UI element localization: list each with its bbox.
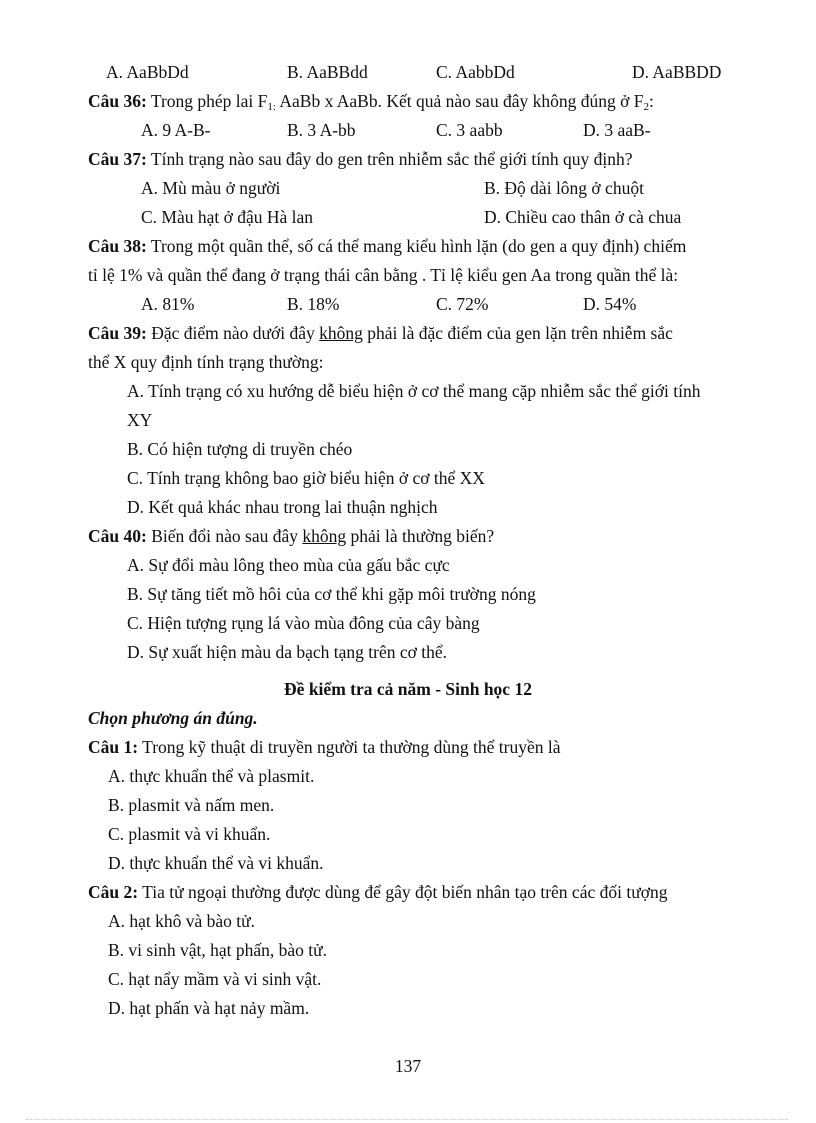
q40-text-b: phải là thường biến?: [346, 526, 495, 546]
q40-text-a: Biến đổi nào sau đây: [146, 526, 303, 546]
s1-text: Trong kỹ thuật di truyền người ta thường dùng thể truyền là: [138, 737, 561, 757]
q38-question-line1: [88, 235, 744, 257]
s1-question: [88, 736, 561, 758]
section-title: Đề kiểm tra cả năm - Sinh học 12: [284, 679, 532, 699]
q39-underlined-word: không: [319, 323, 363, 343]
q36-text-c: :: [648, 91, 654, 111]
q40-option-c: C. Hiện tượng rụng lá vào mùa đông của cây bàng: [127, 613, 480, 633]
q37-option-d: D. Chiều cao thân ở cà chua: [484, 207, 682, 227]
q36-option-d: D. 3 aaB-: [583, 120, 651, 140]
q38-option-d: D. 54%: [583, 294, 637, 314]
s2-option-b: B. vi sinh vật, hạt phấn, bào tử.: [108, 940, 327, 960]
s2-text: Tia tử ngoại thường được dùng để gây đột biến nhân tạo trên các đối tượng: [138, 882, 668, 902]
q36-sub1: 1:: [267, 101, 276, 113]
q36-option-c: C. 3 aabb: [436, 120, 503, 140]
q39-text-a: Đặc điểm nào dưới đây: [146, 323, 320, 343]
q37-option-a: A. Mù màu ở người: [141, 178, 281, 198]
q36-sub2: 2: [643, 101, 649, 113]
section-instruction: Chọn phương án đúng.: [88, 708, 258, 728]
q40-option-b: B. Sự tăng tiết mồ hôi của cơ thể khi gặp môi trường nóng: [127, 584, 536, 604]
q38-label: Câu 38:: [88, 236, 147, 256]
q40-underlined-word: không: [302, 526, 347, 546]
q39-text-b: phải là đặc điểm của gen lặn trên nhiễm sắc: [362, 323, 673, 343]
s1-option-c: C. plasmit và vi khuẩn.: [108, 824, 271, 844]
q40-label: Câu 40:: [88, 526, 147, 546]
q35-option-c: C. AabbDd: [436, 62, 515, 82]
s2-question: [88, 881, 667, 903]
q35-option-a: A. AaBbDd: [106, 62, 189, 82]
q36-question: [88, 90, 654, 112]
q36-option-a: A. 9 A-B-: [141, 120, 211, 140]
q36-text-a: Trong phép lai F: [146, 91, 268, 111]
q35-option-d: D. AaBBDD: [632, 62, 722, 82]
q36-label: Câu 36:: [88, 91, 147, 111]
q39-label: Câu 39:: [88, 323, 147, 343]
q37-option-c: C. Màu hạt ở đậu Hà lan: [141, 207, 314, 227]
q38-option-b: B. 18%: [287, 294, 340, 314]
s2-option-c: C. hạt nẩy mầm và vi sinh vật.: [108, 969, 322, 989]
q40-question: [88, 525, 494, 547]
page-border-bottom: [26, 1119, 788, 1120]
s1-option-a: A. thực khuẩn thể và plasmit.: [108, 766, 315, 786]
q40-option-d: D. Sự xuất hiện màu da bạch tạng trên cơ thể.: [127, 642, 448, 662]
q38-text-line1: Trong một quần thể, số cá thể mang kiểu hình lặn (do gen a quy định) chiếm: [146, 236, 687, 256]
s1-label: Câu 1:: [88, 737, 139, 757]
q37-text: Tính trạng nào sau đây do gen trên nhiễm sắc thể giới tính quy định?: [146, 149, 633, 169]
s2-option-a: A. hạt khô và bào tử.: [108, 911, 256, 931]
s1-option-b: B. plasmit và nấm men.: [108, 795, 275, 815]
q37-label: Câu 37:: [88, 149, 147, 169]
q38-question-line2: tỉ lệ 1% và quần thể đang ở trạng thái cân bằng . Tỉ lệ kiểu gen Aa trong quần thể là:: [88, 265, 679, 285]
q39-option-c: C. Tính trạng không bao giờ biểu hiện ở cơ thể XX: [127, 468, 485, 488]
q37-option-b: B. Độ dài lông ở chuột: [484, 178, 644, 198]
q39-question-line2: thể X quy định tính trạng thường:: [88, 352, 324, 372]
q38-option-a: A. 81%: [141, 294, 195, 314]
q36-text-b: AaBb x AaBb. Kết quả nào sau đây không đúng ở F: [275, 91, 644, 111]
q39-question-line1: [88, 322, 673, 344]
s2-label: Câu 2:: [88, 882, 139, 902]
q39-option-a-line2: XY: [127, 410, 153, 430]
q39-option-d: D. Kết quả khác nhau trong lai thuận nghịch: [127, 497, 438, 517]
q39-option-a-line1: A. Tính trạng có xu hướng dễ biểu hiện ở cơ thể mang cặp nhiễm sắc thể giới tính: [127, 381, 701, 401]
q36-option-b: B. 3 A-bb: [287, 120, 356, 140]
q38-option-c: C. 72%: [436, 294, 489, 314]
page-number: 137: [394, 1056, 422, 1076]
q40-option-a: A. Sự đổi màu lông theo mùa của gấu bắc cực: [127, 555, 450, 575]
q35-option-b: B. AaBBdd: [287, 62, 368, 82]
s2-option-d: D. hạt phấn và hạt nảy mầm.: [108, 998, 310, 1018]
s1-option-d: D. thực khuẩn thể và vi khuẩn.: [108, 853, 324, 873]
q39-option-b: B. Có hiện tượng di truyền chéo: [127, 439, 353, 459]
q37-question: [88, 148, 633, 170]
